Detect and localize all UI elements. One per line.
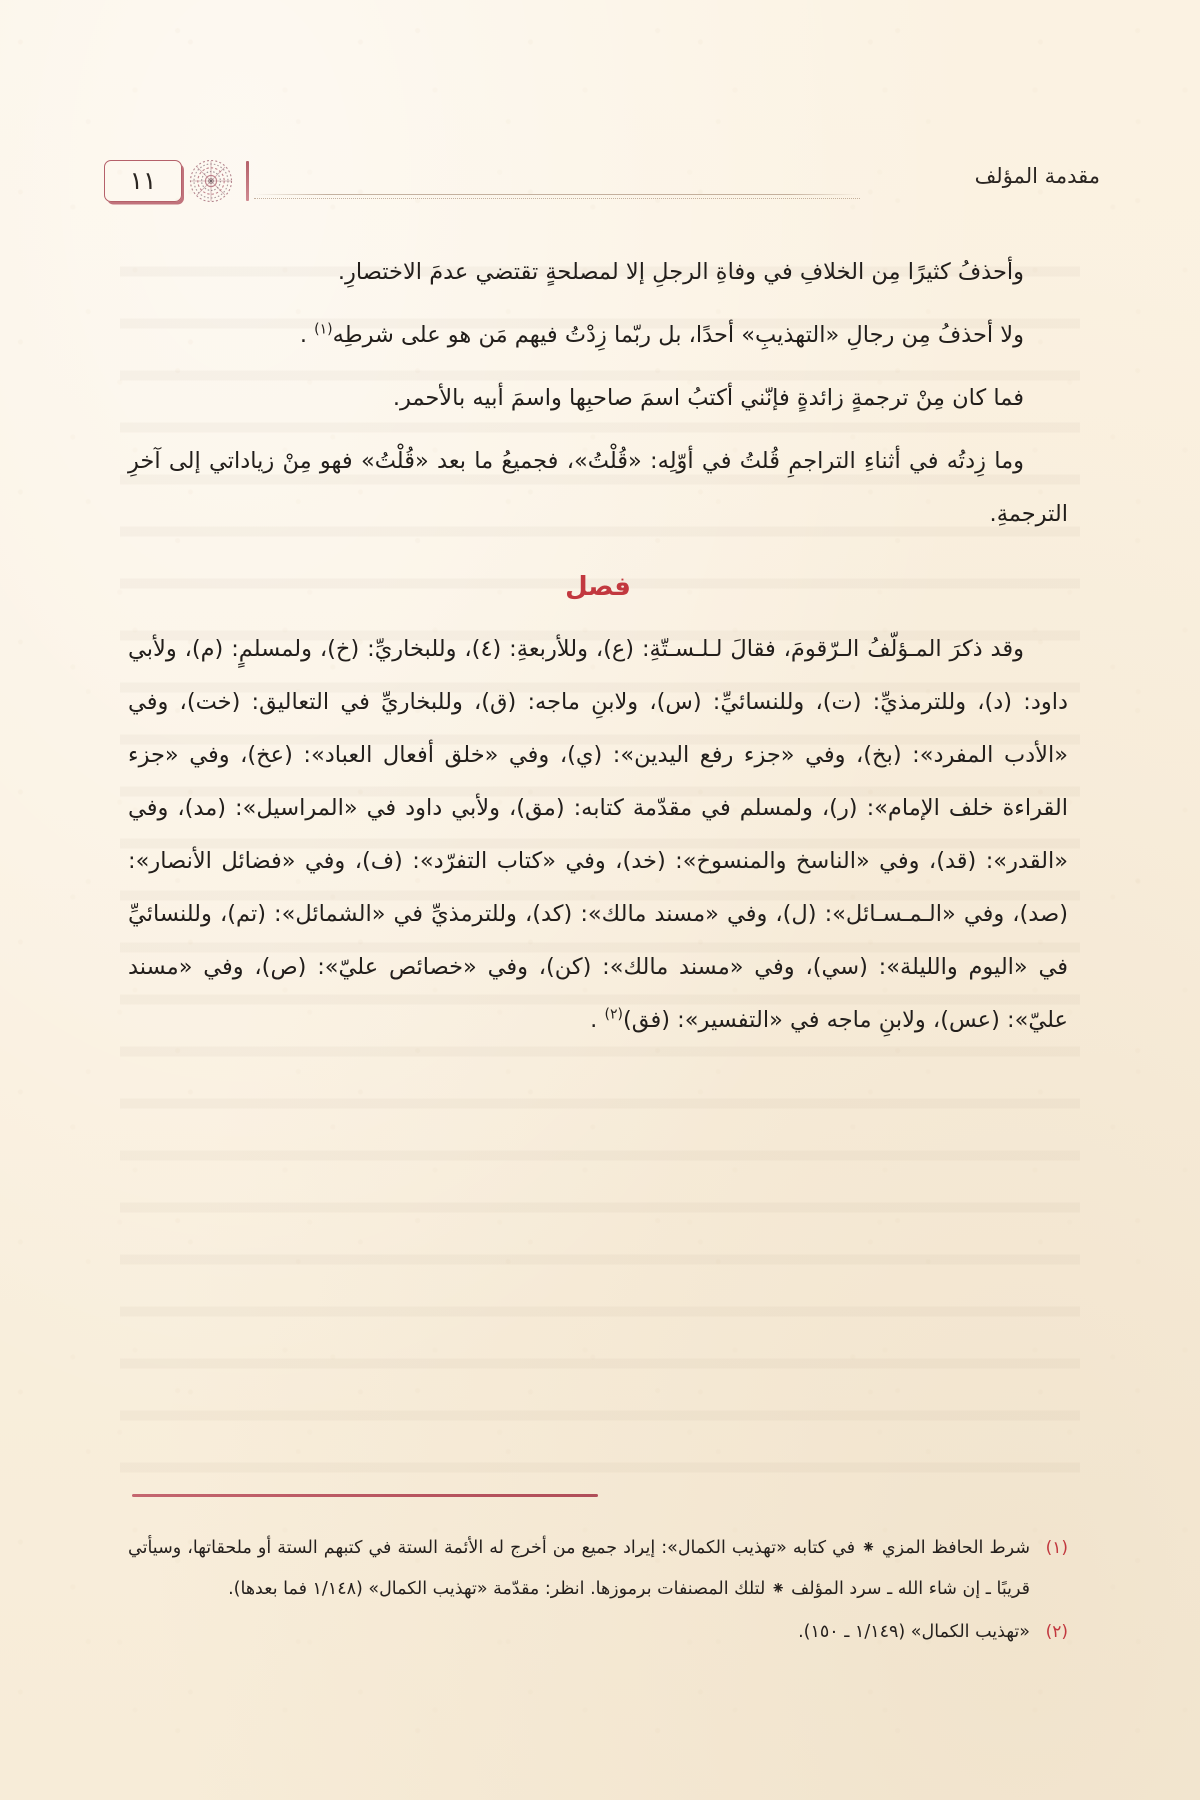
page-number-box xyxy=(104,160,182,202)
footnote-text-1: شرط الحافظ المزي ⁕ في كتابه «تهذيب الكمال»: إيراد جميع من أخرج له الأئمة الستة في كتبهم الستة أو ملحقاتها، وسيأتي قريبًا ـ إن شاء الله ـ سرد المؤلف ⁕ لتلك المصنفات برموزها. انظر: مقدّمة «تهذيب الكمال» (١/١٤٨ فما بعدها). xyxy=(128,1538,1030,1599)
running-head-title: مقدمة المؤلف xyxy=(974,164,1100,188)
paragraph-3 xyxy=(128,372,1068,425)
header-divider-bar xyxy=(246,161,249,201)
footnote-number-1: (١) xyxy=(1045,1538,1068,1558)
codes-paragraph-text: وقد ذكرَ المـؤلّفُ الـرّقومَ، فقالَ لـلـسـتّةِ: (ع)، وللأربعةِ: (٤)، وللبخاريِّ: (خ)، ولمسلمٍ: (م)، ولأبي داود: (د)، وللترمذيِّ: (ت)، وللنسائيِّ: (س)، ولابنِ ماجه: (ق)، وللبخاريِّ في التعاليق: (خت)، وفي «الأدب المفرد»: (بخ)، وفي «جزء رفع اليدين»: (ي)، وفي «خلق أفعال العباد»: (عخ)، وفي «جزء القراءة خلف الإمام»: (ر)، ولمسلم في مقدّمة كتابه: (مق)، ولأبي داود في «المراسيل»: (مد)، وفي «القدر»: (قد)، وفي «الناسخ والمنسوخ»: (خد)، وفي «كتاب التفرّد»: (ف)، وفي «فضائل الأنصار»: (صد)، وفي «الـمـسـائل»: (ل)، وفي «مسند مالك»: (كد)، وللترمذيِّ في «الشمائل»: (تم)، وللنسائيِّ في «اليوم والليلة»: (سي)، وفي «مسند مالك»: (كن)، وفي «خصائص عليّ»: (ص)، وفي «مسند عليّ»: (عس)، ولابنِ ماجه في «التفسير»: (فق) xyxy=(128,636,1068,1033)
paragraph-3-text: فما كان مِنْ ترجمةٍ زائدةٍ فإنّني أكتبُ اسمَ صاحبِها واسمَ أبيه بالأحمر. xyxy=(392,385,1024,411)
page-body xyxy=(128,246,1068,1057)
footnote-ref-2[interactable]: (٢) xyxy=(604,1006,623,1023)
paragraph-2 xyxy=(128,309,1068,362)
codes-paragraph-tail: . xyxy=(590,1007,605,1033)
footnote-ref-1[interactable]: (١) xyxy=(314,321,333,338)
footnote-number-2: (٢) xyxy=(1045,1622,1068,1642)
header-rule xyxy=(254,194,860,195)
codes-paragraph xyxy=(128,623,1068,1047)
paragraph-1-text: وأحذفُ كثيرًا مِن الخلافِ في وفاةِ الرجلِ إلا لمصلحةٍ تقتضي عدمَ الاختصارِ. xyxy=(337,259,1024,285)
footnote-item-1 xyxy=(128,1528,1068,1610)
page-number-group xyxy=(104,152,249,210)
page-number: ١١ xyxy=(129,165,157,195)
section-heading: فصل xyxy=(565,572,631,602)
paragraph-2-tail: . xyxy=(299,322,315,348)
footnote-separator-rule xyxy=(132,1494,598,1497)
header-rule-dotted xyxy=(254,198,860,199)
paragraph-1 xyxy=(128,246,1068,299)
paragraph-4 xyxy=(128,435,1068,541)
paragraph-2-text: ولا أحذفُ مِن رجالِ «التهذيبِ» أحدًا، بل ربّما زِدْتُ فيهم مَن هو على شرطِه xyxy=(332,322,1024,348)
page-header xyxy=(104,152,1100,210)
paragraph-4-text: وما زِدتُه في أثناءِ التراجمِ قُلتُ في أوّلِه: «قُلْتُ»، فجميعُ ما بعد «قُلْتُ» فهو مِنْ زياداتي إلى آخرِ الترجمةِ. xyxy=(128,448,1068,527)
footnotes-block xyxy=(128,1528,1068,1655)
rosette-ornament-icon xyxy=(188,158,234,204)
footnote-item-2 xyxy=(128,1612,1068,1653)
footnote-text-2: «تهذيب الكمال» (١/١٤٩ ـ ١٥٠). xyxy=(798,1622,1030,1642)
